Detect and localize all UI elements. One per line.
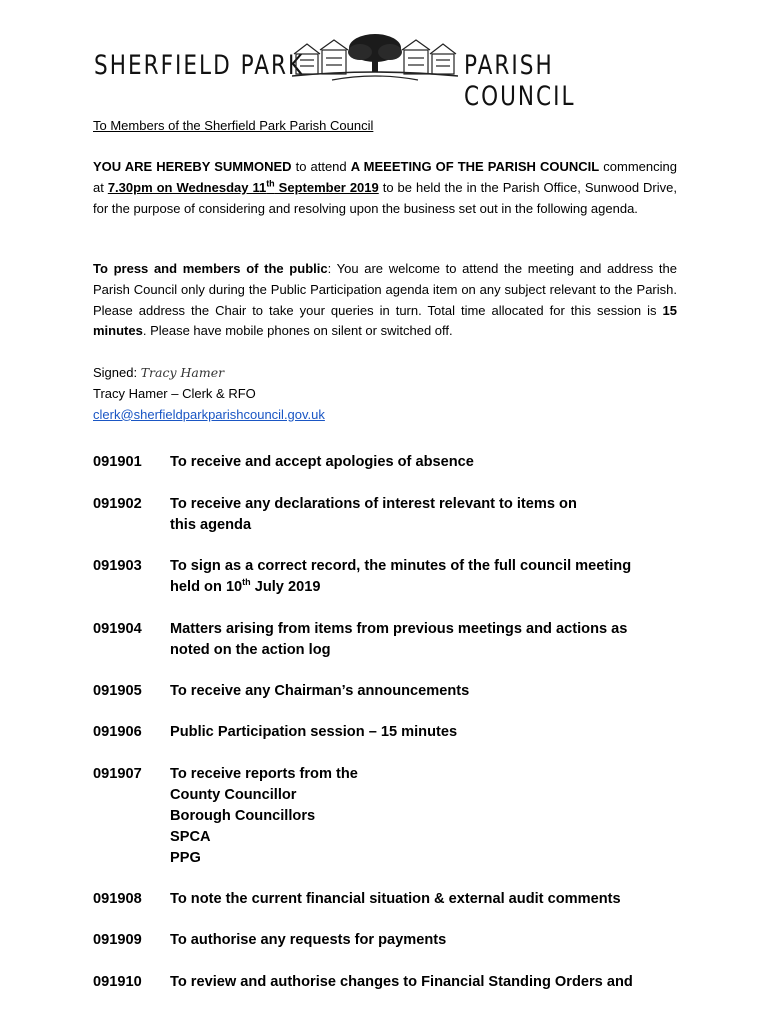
summons-lead: YOU ARE HEREBY SUMMONED: [93, 159, 292, 174]
summons-meeting: A MEEETING OF THE PARISH COUNCIL: [350, 159, 600, 174]
summons-text-2: commencing at: [93, 159, 677, 195]
agenda-number: 091901: [93, 454, 142, 470]
letterhead-right-text: PARISH COUNCIL: [464, 50, 576, 112]
agenda-text: Public Participation session – 15 minutes: [170, 724, 458, 740]
agenda-text: To receive reports from the County Councillor Borough Councillors SPCA PPG: [170, 766, 358, 866]
clerk-email-link[interactable]: clerk@sherfieldparkparishcouncil.gov.uk: [93, 406, 325, 422]
agenda-text: To authorise any requests for payments: [170, 932, 447, 948]
agenda-text: To receive any declarations of interest relevant to items on this agenda: [170, 496, 577, 533]
press-text-2: . Please have mobile phones on silent or switched off.: [142, 323, 453, 339]
agenda-number: 091907: [93, 766, 142, 782]
agenda-number: 091908: [93, 891, 142, 907]
agenda-text: To sign as a correct record, the minutes of the full council meeting held on 10th July 2019: [170, 558, 632, 595]
summons-paragraph: [93, 157, 677, 219]
press-lead: To press and members of the public: [93, 261, 328, 276]
agenda-text: Matters arising from items from previous meetings and actions as noted on the action log: [170, 621, 628, 658]
salutation-text: To Members of the Sherfield Park Parish Council: [93, 118, 374, 133]
agenda-number: 091902: [93, 496, 142, 512]
clerk-name: Tracy Hamer – Clerk & RFO: [93, 385, 256, 401]
agenda-number: 091906: [93, 724, 142, 740]
signed-label: Signed:: [93, 365, 141, 380]
letterhead-left-text: SHERFIELD PARK: [94, 50, 305, 81]
press-text-1: : You are welcome to attend the meeting and address the Parish Council only during the Public Participation agenda item on any subject relevant to the Parish. Please address the Chair to take your queries in turn. Total time allocated for this session is: [93, 261, 677, 318]
press-minutes: 15 minutes: [93, 302, 677, 339]
summons-text-1: to attend: [291, 159, 351, 174]
agenda-number: 091905: [93, 683, 142, 699]
press-paragraph: [93, 259, 677, 342]
agenda-number: 091903: [93, 558, 142, 574]
summons-time: 7.30pm on Wednesday 11th September 2019: [107, 178, 379, 195]
agenda-number: 091909: [93, 932, 142, 948]
agenda-number: 091904: [93, 621, 142, 637]
handwritten-signature: Tracy Hamer: [140, 365, 225, 380]
agenda-text: To receive any Chairman’s announcements: [170, 683, 470, 699]
agenda-number: 091910: [93, 974, 142, 990]
summons-text-3: to be held the in the Parish Office, Sunwood Drive, for the purpose of considering and resolving upon the business set out in the following agenda.: [93, 179, 677, 216]
agenda-text: To review and authorise changes to Financial Standing Orders and: [170, 974, 633, 990]
agenda-text: To note the current financial situation & external audit comments: [170, 891, 621, 907]
salutation: [93, 116, 677, 137]
agenda-text: To receive and accept apologies of absence: [170, 454, 474, 470]
letterhead: [94, 32, 676, 112]
village-tree-logo: [292, 32, 458, 82]
signature-block: [93, 363, 677, 425]
